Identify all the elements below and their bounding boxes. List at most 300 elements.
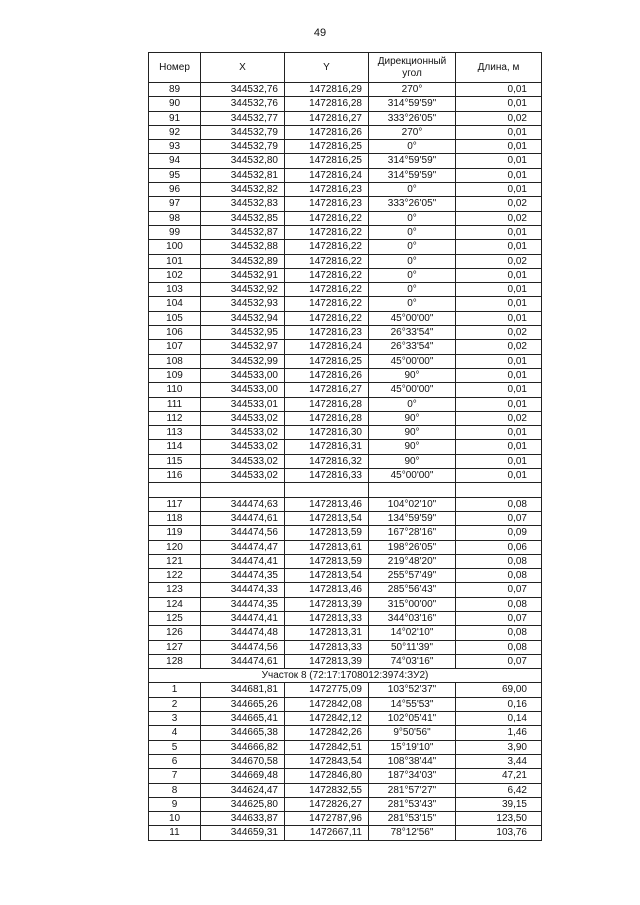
bearing-angle: 45°00'00" — [369, 354, 456, 368]
bearing-angle: 90° — [369, 368, 456, 382]
table-row — [149, 526, 542, 540]
point-number: 102 — [149, 268, 201, 282]
table-row — [149, 426, 542, 440]
length: 0,01 — [456, 283, 542, 297]
bearing-angle: 26°33'54" — [369, 340, 456, 354]
x-coordinate: 344625,80 — [201, 797, 285, 811]
y-coordinate: 1472826,27 — [285, 797, 369, 811]
length: 0,02 — [456, 211, 542, 225]
point-number: 111 — [149, 397, 201, 411]
x-coordinate: 344532,91 — [201, 268, 285, 282]
x-coordinate: 344474,56 — [201, 640, 285, 654]
table-row — [149, 83, 542, 97]
x-coordinate: 344474,61 — [201, 511, 285, 525]
bearing-angle: 281°53'15" — [369, 812, 456, 826]
y-coordinate: 1472816,22 — [285, 268, 369, 282]
y-coordinate: 1472816,26 — [285, 125, 369, 139]
length: 0,01 — [456, 397, 542, 411]
x-coordinate: 344474,56 — [201, 526, 285, 540]
length: 0,08 — [456, 569, 542, 583]
length: 0,01 — [456, 225, 542, 239]
bearing-angle: 315°00'00" — [369, 597, 456, 611]
bearing-angle: 78°12'56" — [369, 826, 456, 840]
bearing-angle: 9°50'56" — [369, 726, 456, 740]
length: 0,01 — [456, 168, 542, 182]
y-coordinate: 1472816,30 — [285, 426, 369, 440]
point-number: 118 — [149, 511, 201, 525]
length — [456, 483, 542, 497]
x-coordinate: 344533,02 — [201, 426, 285, 440]
table-row — [149, 197, 542, 211]
bearing-angle: 45°00'00" — [369, 383, 456, 397]
point-number: 3 — [149, 712, 201, 726]
length: 6,42 — [456, 783, 542, 797]
table-row — [149, 111, 542, 125]
length: 0,01 — [456, 97, 542, 111]
bearing-angle: 285°56'43" — [369, 583, 456, 597]
length: 0,08 — [456, 626, 542, 640]
bearing-angle — [369, 483, 456, 497]
length: 3,90 — [456, 740, 542, 754]
point-number: 94 — [149, 154, 201, 168]
x-coordinate: 344474,41 — [201, 611, 285, 625]
length: 0,02 — [456, 411, 542, 425]
y-coordinate: 1472816,25 — [285, 154, 369, 168]
bearing-angle: 333°26'05" — [369, 111, 456, 125]
table-row — [149, 297, 542, 311]
header-angle: Дирекционный угол — [369, 53, 456, 83]
bearing-angle: 90° — [369, 440, 456, 454]
x-coordinate: 344474,33 — [201, 583, 285, 597]
x-coordinate: 344532,87 — [201, 225, 285, 239]
y-coordinate: 1472813,46 — [285, 583, 369, 597]
y-coordinate: 1472775,09 — [285, 683, 369, 697]
bearing-angle: 108°38'44" — [369, 754, 456, 768]
bearing-angle: 134°59'59" — [369, 511, 456, 525]
bearing-angle: 314°59'59" — [369, 154, 456, 168]
table-row — [149, 240, 542, 254]
x-coordinate: 344532,95 — [201, 326, 285, 340]
point-number: 109 — [149, 368, 201, 382]
header-y: Y — [285, 53, 369, 83]
table-row — [149, 326, 542, 340]
table-row — [149, 554, 542, 568]
x-coordinate: 344665,38 — [201, 726, 285, 740]
table-row — [149, 254, 542, 268]
x-coordinate: 344533,02 — [201, 440, 285, 454]
table-row — [149, 225, 542, 239]
length: 0,01 — [456, 354, 542, 368]
bearing-angle: 281°57'27" — [369, 783, 456, 797]
y-coordinate: 1472816,23 — [285, 197, 369, 211]
point-number: 90 — [149, 97, 201, 111]
point-number: 100 — [149, 240, 201, 254]
bearing-angle: 0° — [369, 254, 456, 268]
bearing-angle: 26°33'54" — [369, 326, 456, 340]
length: 0,08 — [456, 554, 542, 568]
point-number: 93 — [149, 140, 201, 154]
point-number: 125 — [149, 611, 201, 625]
bearing-angle: 167°28'16" — [369, 526, 456, 540]
point-number: 98 — [149, 211, 201, 225]
bearing-angle: 219°48'20" — [369, 554, 456, 568]
y-coordinate: 1472813,33 — [285, 640, 369, 654]
table-row — [149, 340, 542, 354]
x-coordinate: 344532,94 — [201, 311, 285, 325]
y-coordinate: 1472813,54 — [285, 569, 369, 583]
point-number: 8 — [149, 783, 201, 797]
bearing-angle: 45°00'00" — [369, 469, 456, 483]
x-coordinate: 344533,02 — [201, 411, 285, 425]
x-coordinate: 344532,92 — [201, 283, 285, 297]
y-coordinate: 1472816,22 — [285, 283, 369, 297]
point-number: 108 — [149, 354, 201, 368]
table-row — [149, 569, 542, 583]
length: 0,01 — [456, 383, 542, 397]
x-coordinate: 344532,81 — [201, 168, 285, 182]
y-coordinate: 1472816,22 — [285, 297, 369, 311]
point-number: 91 — [149, 111, 201, 125]
length: 0,01 — [456, 440, 542, 454]
x-coordinate: 344532,77 — [201, 111, 285, 125]
table-row — [149, 626, 542, 640]
table-row — [149, 583, 542, 597]
section-row — [149, 669, 542, 683]
point-number: 4 — [149, 726, 201, 740]
x-coordinate: 344532,97 — [201, 340, 285, 354]
x-coordinate: 344624,47 — [201, 783, 285, 797]
bearing-angle: 333°26'05" — [369, 197, 456, 211]
y-coordinate: 1472816,27 — [285, 111, 369, 125]
table-row — [149, 654, 542, 668]
y-coordinate: 1472816,22 — [285, 211, 369, 225]
x-coordinate: 344474,61 — [201, 654, 285, 668]
y-coordinate: 1472816,25 — [285, 354, 369, 368]
bearing-angle: 270° — [369, 83, 456, 97]
y-coordinate — [285, 483, 369, 497]
point-number: 124 — [149, 597, 201, 611]
x-coordinate: 344474,35 — [201, 569, 285, 583]
bearing-angle: 281°53'43" — [369, 797, 456, 811]
y-coordinate: 1472813,59 — [285, 554, 369, 568]
length: 0,07 — [456, 511, 542, 525]
x-coordinate: 344532,80 — [201, 154, 285, 168]
point-number: 89 — [149, 83, 201, 97]
point-number: 104 — [149, 297, 201, 311]
length: 0,08 — [456, 497, 542, 511]
point-number: 117 — [149, 497, 201, 511]
bearing-angle: 102°05'41" — [369, 712, 456, 726]
table-row — [149, 797, 542, 811]
point-number: 127 — [149, 640, 201, 654]
y-coordinate: 1472816,23 — [285, 326, 369, 340]
table-row — [149, 183, 542, 197]
x-coordinate: 344474,48 — [201, 626, 285, 640]
bearing-angle: 198°26'05" — [369, 540, 456, 554]
length: 39,15 — [456, 797, 542, 811]
table-row — [149, 211, 542, 225]
x-coordinate: 344533,02 — [201, 469, 285, 483]
y-coordinate: 1472813,39 — [285, 654, 369, 668]
table-row — [149, 311, 542, 325]
length: 69,00 — [456, 683, 542, 697]
table-row — [149, 383, 542, 397]
table-row — [149, 140, 542, 154]
length: 0,14 — [456, 712, 542, 726]
length: 0,08 — [456, 597, 542, 611]
bearing-angle: 103°52'37" — [369, 683, 456, 697]
length: 0,02 — [456, 340, 542, 354]
point-number: 95 — [149, 168, 201, 182]
table-row — [149, 354, 542, 368]
x-coordinate: 344532,89 — [201, 254, 285, 268]
point-number: 126 — [149, 626, 201, 640]
table-row — [149, 125, 542, 139]
x-coordinate: 344669,48 — [201, 769, 285, 783]
table-row — [149, 812, 542, 826]
length: 0,01 — [456, 368, 542, 382]
bearing-angle: 90° — [369, 426, 456, 440]
point-number: 96 — [149, 183, 201, 197]
table-row — [149, 454, 542, 468]
length: 0,01 — [456, 154, 542, 168]
length: 0,01 — [456, 268, 542, 282]
bearing-angle: 0° — [369, 211, 456, 225]
bearing-angle: 0° — [369, 225, 456, 239]
length: 0,01 — [456, 83, 542, 97]
length: 0,02 — [456, 111, 542, 125]
x-coordinate: 344474,35 — [201, 597, 285, 611]
point-number: 113 — [149, 426, 201, 440]
length: 0,02 — [456, 326, 542, 340]
y-coordinate: 1472813,54 — [285, 511, 369, 525]
point-number: 107 — [149, 340, 201, 354]
point-number: 121 — [149, 554, 201, 568]
point-number: 116 — [149, 469, 201, 483]
length: 0,06 — [456, 540, 542, 554]
point-number: 99 — [149, 225, 201, 239]
x-coordinate: 344532,99 — [201, 354, 285, 368]
y-coordinate: 1472816,29 — [285, 83, 369, 97]
length: 103,76 — [456, 826, 542, 840]
table-row — [149, 740, 542, 754]
x-coordinate: 344659,31 — [201, 826, 285, 840]
table-row — [149, 540, 542, 554]
table-row — [149, 469, 542, 483]
header-number: Номер — [149, 53, 201, 83]
bearing-angle: 0° — [369, 268, 456, 282]
x-coordinate: 344665,26 — [201, 697, 285, 711]
y-coordinate: 1472816,25 — [285, 140, 369, 154]
table-row — [149, 168, 542, 182]
table-row — [149, 268, 542, 282]
point-number: 114 — [149, 440, 201, 454]
length: 0,09 — [456, 526, 542, 540]
length: 0,01 — [456, 140, 542, 154]
x-coordinate: 344532,83 — [201, 197, 285, 211]
y-coordinate: 1472816,26 — [285, 368, 369, 382]
y-coordinate: 1472816,22 — [285, 240, 369, 254]
bearing-angle: 0° — [369, 183, 456, 197]
y-coordinate: 1472816,27 — [285, 383, 369, 397]
table-row — [149, 712, 542, 726]
bearing-angle: 314°59'59" — [369, 168, 456, 182]
x-coordinate: 344533,00 — [201, 368, 285, 382]
table-row — [149, 826, 542, 840]
point-number: 7 — [149, 769, 201, 783]
table-row — [149, 611, 542, 625]
table-row — [149, 769, 542, 783]
point-number: 9 — [149, 797, 201, 811]
point-number: 101 — [149, 254, 201, 268]
x-coordinate — [201, 483, 285, 497]
y-coordinate: 1472816,22 — [285, 311, 369, 325]
bearing-angle: 104°02'10" — [369, 497, 456, 511]
bearing-angle: 0° — [369, 283, 456, 297]
bearing-angle: 74°03'16" — [369, 654, 456, 668]
x-coordinate: 344533,02 — [201, 454, 285, 468]
x-coordinate: 344474,63 — [201, 497, 285, 511]
bearing-angle: 90° — [369, 454, 456, 468]
table-row — [149, 597, 542, 611]
length: 0,01 — [456, 183, 542, 197]
length: 0,01 — [456, 469, 542, 483]
x-coordinate: 344532,85 — [201, 211, 285, 225]
y-coordinate: 1472813,31 — [285, 626, 369, 640]
y-coordinate: 1472816,28 — [285, 97, 369, 111]
x-coordinate: 344532,88 — [201, 240, 285, 254]
length: 0,01 — [456, 297, 542, 311]
point-number: 10 — [149, 812, 201, 826]
point-number: 128 — [149, 654, 201, 668]
point-number: 103 — [149, 283, 201, 297]
y-coordinate: 1472816,28 — [285, 397, 369, 411]
length: 0,01 — [456, 311, 542, 325]
y-coordinate: 1472816,32 — [285, 454, 369, 468]
bearing-angle: 255°57'49" — [369, 569, 456, 583]
y-coordinate: 1472813,59 — [285, 526, 369, 540]
length: 0,02 — [456, 197, 542, 211]
point-number — [149, 483, 201, 497]
length: 123,50 — [456, 812, 542, 826]
section-title: Участок 8 (72:17:1708012:3974:ЗУ2) — [149, 669, 542, 683]
y-coordinate: 1472842,51 — [285, 740, 369, 754]
page-number: 49 — [313, 27, 327, 39]
y-coordinate: 1472816,33 — [285, 469, 369, 483]
length: 0,16 — [456, 697, 542, 711]
x-coordinate: 344665,41 — [201, 712, 285, 726]
bearing-angle: 0° — [369, 297, 456, 311]
point-number: 112 — [149, 411, 201, 425]
x-coordinate: 344532,79 — [201, 125, 285, 139]
point-number: 2 — [149, 697, 201, 711]
x-coordinate: 344474,41 — [201, 554, 285, 568]
length: 0,07 — [456, 583, 542, 597]
point-number: 120 — [149, 540, 201, 554]
length: 0,01 — [456, 454, 542, 468]
table-row — [149, 683, 542, 697]
point-number: 123 — [149, 583, 201, 597]
y-coordinate: 1472846,80 — [285, 769, 369, 783]
bearing-angle: 344°03'16" — [369, 611, 456, 625]
bearing-angle: 0° — [369, 240, 456, 254]
y-coordinate: 1472816,24 — [285, 168, 369, 182]
length: 0,07 — [456, 611, 542, 625]
y-coordinate: 1472842,12 — [285, 712, 369, 726]
y-coordinate: 1472832,55 — [285, 783, 369, 797]
y-coordinate: 1472816,28 — [285, 411, 369, 425]
y-coordinate: 1472816,22 — [285, 225, 369, 239]
point-number: 1 — [149, 683, 201, 697]
y-coordinate: 1472813,61 — [285, 540, 369, 554]
x-coordinate: 344532,76 — [201, 83, 285, 97]
y-coordinate: 1472813,39 — [285, 597, 369, 611]
header-x: X — [201, 53, 285, 83]
table-header-row — [149, 53, 542, 83]
header-length: Длина, м — [456, 53, 542, 83]
length: 0,02 — [456, 254, 542, 268]
table-row — [149, 97, 542, 111]
bearing-angle: 270° — [369, 125, 456, 139]
point-number: 115 — [149, 454, 201, 468]
bearing-angle: 0° — [369, 140, 456, 154]
point-number: 5 — [149, 740, 201, 754]
y-coordinate: 1472816,31 — [285, 440, 369, 454]
length: 0,07 — [456, 654, 542, 668]
table-row — [149, 726, 542, 740]
length: 0,01 — [456, 426, 542, 440]
y-coordinate: 1472813,33 — [285, 611, 369, 625]
length: 0,08 — [456, 640, 542, 654]
bearing-angle: 45°00'00" — [369, 311, 456, 325]
y-coordinate: 1472816,23 — [285, 183, 369, 197]
table-row — [149, 754, 542, 768]
x-coordinate: 344666,82 — [201, 740, 285, 754]
table-row — [149, 397, 542, 411]
y-coordinate: 1472816,22 — [285, 254, 369, 268]
table-row — [149, 640, 542, 654]
bearing-angle: 50°11'39" — [369, 640, 456, 654]
x-coordinate: 344533,00 — [201, 383, 285, 397]
point-number: 92 — [149, 125, 201, 139]
point-number: 106 — [149, 326, 201, 340]
bearing-angle: 0° — [369, 397, 456, 411]
coordinates-table — [148, 52, 542, 841]
x-coordinate: 344532,93 — [201, 297, 285, 311]
bearing-angle: 14°02'10" — [369, 626, 456, 640]
bearing-angle: 15°19'10" — [369, 740, 456, 754]
table-row — [149, 283, 542, 297]
x-coordinate: 344532,79 — [201, 140, 285, 154]
y-coordinate: 1472667,11 — [285, 826, 369, 840]
x-coordinate: 344681,81 — [201, 683, 285, 697]
x-coordinate: 344533,01 — [201, 397, 285, 411]
table-body — [149, 83, 542, 841]
table-row — [149, 497, 542, 511]
bearing-angle: 14°55'53" — [369, 697, 456, 711]
point-number: 119 — [149, 526, 201, 540]
table-row — [149, 440, 542, 454]
point-number: 122 — [149, 569, 201, 583]
x-coordinate: 344532,76 — [201, 97, 285, 111]
point-number: 105 — [149, 311, 201, 325]
length: 3,44 — [456, 754, 542, 768]
x-coordinate: 344633,87 — [201, 812, 285, 826]
bearing-angle: 187°34'03" — [369, 769, 456, 783]
table-row — [149, 783, 542, 797]
y-coordinate: 1472843,54 — [285, 754, 369, 768]
table-row — [149, 154, 542, 168]
